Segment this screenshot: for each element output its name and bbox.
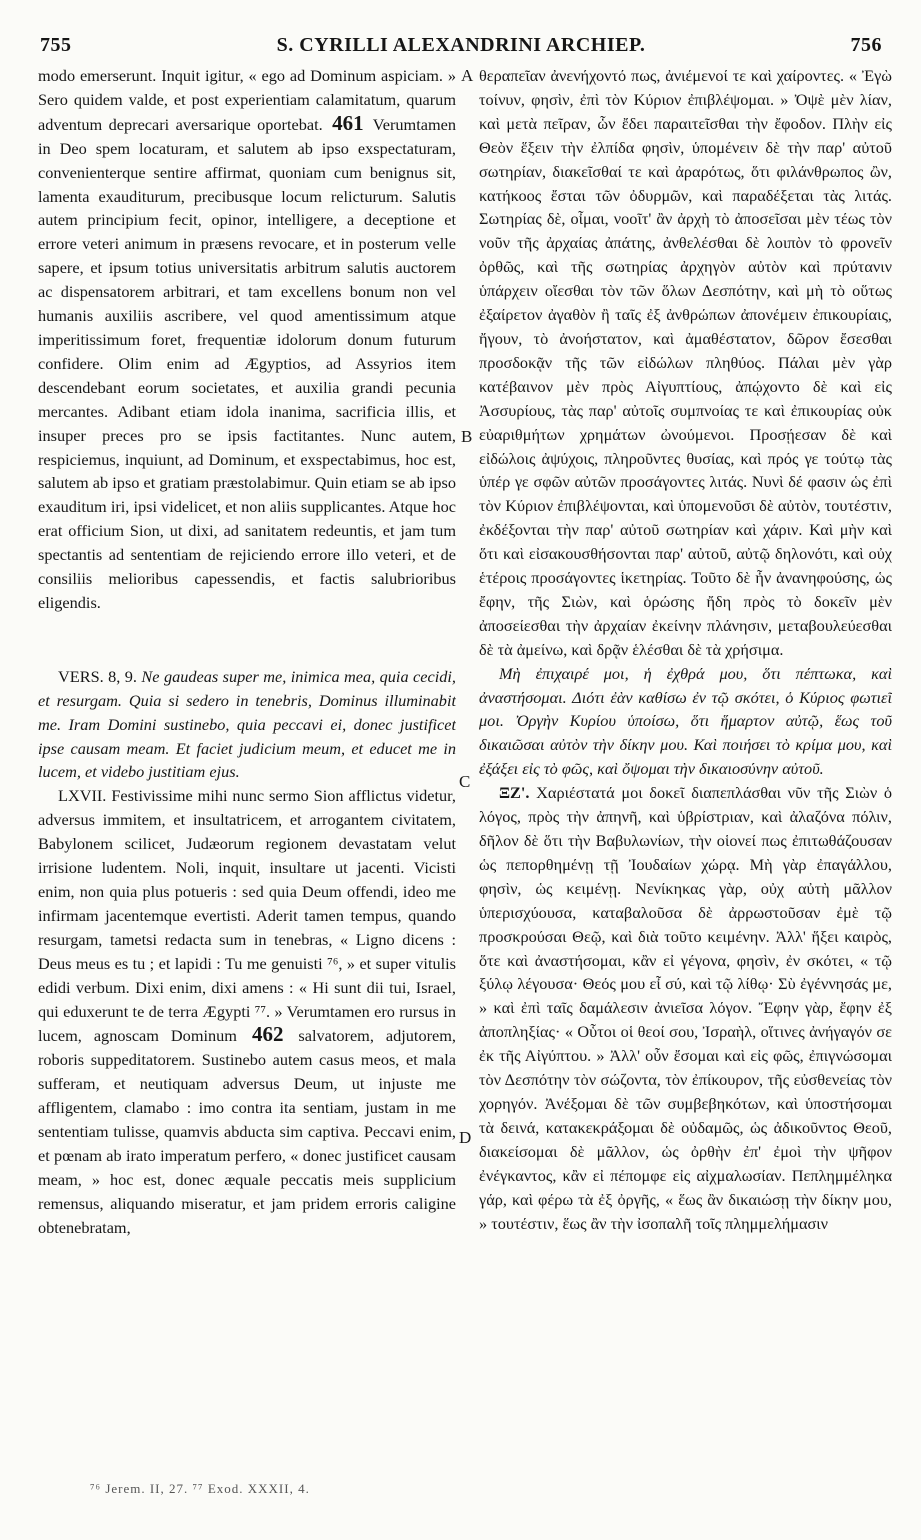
latin-column [38, 64, 456, 1474]
page-number-right: 756 [850, 34, 882, 56]
margin-letter-c: C [459, 772, 471, 791]
latin-p2-part-a: Festivissime mihi nunc sermo Sion afflictus videtur, adversus immitem, et insultatricem, et arrogantem civitatem, Babylonem scilicet, Judæorum regionem devastatam velut irrisione ludentem. Noli, inquit, insultare ut jacenti. Vicisti enim, non quia plus potueris : sed quia Deum offendi, ideo me infirmam jacentemque evertisti. Aderit tamen tempus, quando resurgam, tametsi redacta sum in tenebras, « Ligno dicens : Deus meus es tu ; et lapidi : Tu me genuisti ⁷⁶, » et super vitulis edidi verbum. Dixi enim, dixi amens : « Hi sunt dii tui, Israel, qui eduxerunt te de terra Ægypti ⁷⁷. » Verumtamen ero rursus in lucem, agnoscam Dominum [38, 786, 456, 1046]
latin-p1-part-a: modo emerserunt. Inquit igitur, « ego ad Dominum aspiciam. » Sero quidem valde, et post experientiam calamitatum, quarum adventum deprecari aversarique oportebat. [38, 66, 456, 134]
margin-letter-a: A [461, 66, 474, 85]
latin-paragraph-2 [38, 784, 456, 1239]
greek-paragraph-1: θεραπεῖαν ἀνενήχοντό πως, ἀνιέμενοί τε καὶ χαίροντες. « Ἐγὼ τοίνυν, φησὶν, ἐπὶ τὸν Κύριον ἐπιβλέψομαι. » Ὀψὲ μὲν λίαν, καὶ μετὰ πεῖραν, ὧν ἔδει παραιτεῖσθαι τὴν ἔφοδον. Πλὴν εἰς Θεὸν ἕξειν τὴν ἐλπίδα φησὶν, ὑπομένειν δὲ τὴν παρ' αὐτοῦ σωτηρίαν, διακεῖσθαί τε καὶ ἀραρότως, ὅτι φιλάνθρωπος ὢν, κατήκοος ἔσται τῶν ὀδυρμῶν, καὶ παραδέξεται τὰς λιτάς. Σωτηρίας δὲ, οἶμαι, νοοῖτ' ἂν ἀρχὴ τὸ ἀποσεῖσαι μὲν τέως τὸν νοῦν τῆς ἀρχαίας ἀπάτης, ἀνθελέσθαι δὲ λοιπὸν τὸ φρονεῖν ὀρθῶς, καὶ τῆς σωτηρίας ἀρχηγὸν αὐτὸν καὶ πρύτανιν ὑπάρχειν οἴεσθαι τὸν τῶν ὅλων Δεσπότην, καὶ μὴ τὸ οὕτως ἐξαίρετον ἀγαθὸν ἢ ταῖς ἐξ ἀνθρώπων ἀπονέμειν ἐπικουρίαις, ἤγουν, τὸ ἀνοήστατον, καὶ ἀμαθέστατον, δῶρον ἔσεσθαι προσδοκᾷν τῆς τῶν εἰδώλων πληθύος. Πάλαι μὲν γὰρ κατέβαινον μὲν πρὸς Αἰγυπτίους, ἀπῴχοντο δὲ καὶ εἰς Ἀσσυρίους, τὰς παρ' αὐτοῖς συμπνοίας τε καὶ ἐπικουρίας οὐκ εὐαριθμήτων χρημάτων ὠνούμενοι. Προσῄεσαν δὲ καὶ εἰδώλοις ἀψύχοις, πληροῦντες θυσίας, καὶ πρός γε τούτῳ τὰς ὑπέρ γε σφῶν αὐτῶν προσάγοντες λιτάς. Νυνὶ δέ φασιν ὡς ἐπὶ τὸν Κύριον ἐπιβλέψονται, καὶ ὑπομενοῦσι δὲ αὐτὸν, τουτέστιν, ἐκδέξονται τὴν παρ' αὐτοῦ σωτηρίαν καὶ χάριν. Καὶ μὴν καὶ ὅτι καὶ εἰσακουσθήσονται παρ' αὐτοῦ, αὐτῷ δηλονότι, καὶ οὐχ ἑτέροις προσάγοντες ἱκετηρίας. Τοῦτο δὲ ἦν ἀνανηφούσης, ὡς ἔφην, τῆς Σιὼν, καὶ ὁρώσης ἤδη πρὸς τὸ δοκεῖν μὲν ἀποσείεσθαι τὴν ἀρχαίαν ἐκείνην πλάνησιν, μεταβουλεύεσθαι δὲ τὰ ἀμείνω, καὶ δρᾷν ἑλέσθαι δὲ τὰ χρήσιμα. [479, 66, 892, 659]
latin-verse-label: VERS. 8, 9. [58, 666, 137, 686]
margin-letter-b: B [461, 427, 473, 446]
column-marker-462: 462 [251, 1022, 284, 1047]
column-marker-461: 461 [332, 110, 364, 135]
page-header [40, 34, 882, 58]
footnote: ⁷⁶ Jerem. II, 27. ⁷⁷ Exod. XXXII, 4. [90, 1481, 310, 1496]
running-title: S. CYRILLI ALEXANDRINI ARCHIEP. [276, 34, 646, 56]
latin-p1-part-b: Verumtamen in Deo spem locaturam, et salutem ab ipso exspectaturam, convenienterque sentire affirmat, quoniam cum benignus sit, lamenta exauditurum, precibusque locum relicturum. Salutis autem principium fecit, opinor, intelligere, a deceptione et errore veteri animum in præsens revocare, et in posterum velle sapere, et ipsum totius universitatis arbitrum salutis auctorem ac dispensatorem arbitrari, et tam excellens bonum non vel humanis auxiliis ascribere, vel quod amentissimum atque imperitissimum foret, frequentiæ idolorum donum futurum confidere. Olim enim ad Ægyptios, ad Assyrios item descendebant eorum societates, et auxilia grandi pecunia mercantes. Adibant etiam idola inanima, sacrificia illis, et insuper preces pro se ipsis factitantes. Nunc autem, respiciemus, inquiunt, ad Dominum, et exspectabimus, hoc est, salutem ab ipso et gratiam præstolabimur. Quin etiam se ab ipso exauditum iri, ipsi videlicet, et non aliis supplicantes. Atque hoc erat officium Sion, ut dixi, ad sanitatem redeuntis, et jam tum spectantis ad sententiam de rejiciendo errore illo veteri, et de consiliis melioribus capessendis, et factis salubrioribus eligendis. [38, 114, 456, 612]
page-number-left: 755 [40, 34, 72, 56]
latin-p2-part-b: salvatorem, adjutorem, roboris suppeditatorem. Sustinebo autem casus meos, et mala sufferam, et neutiquam adversus Deum, ut injuste me affligentem, clamabo : imo contra ita sentiam, justam in me sententiam tulisse, quamvis abducta sim captiva. Peccavi enim, et pœnam ab irato imperatum perfero, « donec justificet causam meam, » hoc est, donec æquale peccatis meis supplicium remensus, aliquando miseratur, et jam pridem erroris caligine obtenebratam, [38, 1026, 456, 1237]
greek-p3-text: Χαριέστατά μοι δοκεῖ διαπεπλάσθαι νῦν τῆς Σιὼν ὁ λόγος, πρὸς τὴν ἀπηνῆ, καὶ ὑβρίστριαν, καὶ ἀλαζόνα πόλιν, δῆλον δὲ ὅτι τὴν Βαβυλωνίων, τὴν οἱονεί πως ἐπιτωθάζουσαν ὡς πεπορθημένῃ τῇ Ἰουδαίων χώρᾳ. Μὴ γὰρ ἐπαγάλλου, φησὶν, ὡς κειμένῃ. Νενίκηκας γὰρ, οὐχ αὐτὴ μᾶλλον ὑπερισχύουσα, καταβαλοῦσα δὲ ἀρρωστοῦσαν ἐμὲ τῷ προσκρούσαι Θεῷ, καὶ διὰ τοῦτο κειμένην. Ἀλλ' ἥξει καιρὸς, ὅτε καὶ ἀναστήσομαι, κἂν εἰ γέγονα, φησὶν, ἐν σκότει, « τῷ ξύλῳ λέγουσα· Θεός μου εἶ σύ, καὶ τῷ λίθῳ· Σὺ ἐγέννησάς με, » καὶ ἐπὶ ταῖς δαμάλεσιν ἀνιεῖσα λόγον. Ἔφην γὰρ, ἔφην ἐξ ἀποπληξίας· « Οὗτοι οἱ θεοί σου, Ἰσραὴλ, οἵτινες ἀνήγαγόν σε ἐκ τῆς Αἰγύπτου. » Ἀλλ' οὖν ἔσομαι καὶ εἰς φῶς, ἐπιγνώσομαι τὸν Δεσπότην τὸν σώζοντα, τὸν ἐπίκουρον, τῆς εὐσθενείας τὸν χορηγόν. Ἀνέξομαι δὲ τῶν συμβεβηκότων, καὶ ὑποστήσομαι τὰ δεινά, κατακεκράξομαι δὲ οὐδαμῶς, ὡς ἀδικοῦντος Θεοῦ, διακείσομαι δὲ μᾶλλον, ὡς ὀρθὴν ἐπ' ἐμοὶ τὴν ψῆφον ἐνέγκαντος, κἂν εἰ πέπομφε εἰς αἰχμαλωσίαν. Πεπλημμέληκα γάρ, καὶ φέρω τὰ ἐξ ὀργῆς, « ἕως ἂν δικαιώσῃ τὴν δίκην μου, » τουτέστιν, ἕως ἂν τὴν ἰσοπαλῆ τοῖς πλημμελήμασιν [479, 783, 892, 1233]
latin-paragraph-1 [38, 64, 456, 615]
greek-column [479, 64, 892, 1474]
latin-verse-block [38, 665, 456, 785]
greek-section-label: ΞΖ'. [499, 783, 530, 803]
greek-paragraph-2 [479, 781, 892, 1235]
latin-section-label: LXVII. [58, 786, 107, 806]
margin-letter-d: D [459, 1128, 472, 1147]
latin-verse-text: Ne gaudeas super me, inimica mea, quia cecidi, et resurgam. Quia si sedero in tenebris, Dominus illuminabit me. Iram Domini sustinebo, quia peccavi ei, donec justificet ipse causam meam. Et faciet judicium meum, et educet me in lucem, et videbo justitiam ejus. [38, 666, 456, 782]
greek-verse-text: Μὴ ἐπιχαιρέ μοι, ἡ ἐχθρά μου, ὅτι πέπτωκα, καὶ ἀναστήσομαι. Διότι ἐὰν καθίσω ἐν τῷ σκότει, ὁ Κύριος φωτιεῖ μοι. Ὀργὴν Κυρίου ὑποίσω, ὅτι ἥμαρτον αὐτῷ, ἕως τοῦ δικαιῶσαι αὐτὸν τὴν δίκην μου. Καὶ ποιήσει τὸ κρίμα μου, καὶ ἐξάξει εἰς τὸ φῶς, καὶ ὄψομαι τὴν δικαιοσύνην αὐτοῦ. [479, 663, 892, 779]
